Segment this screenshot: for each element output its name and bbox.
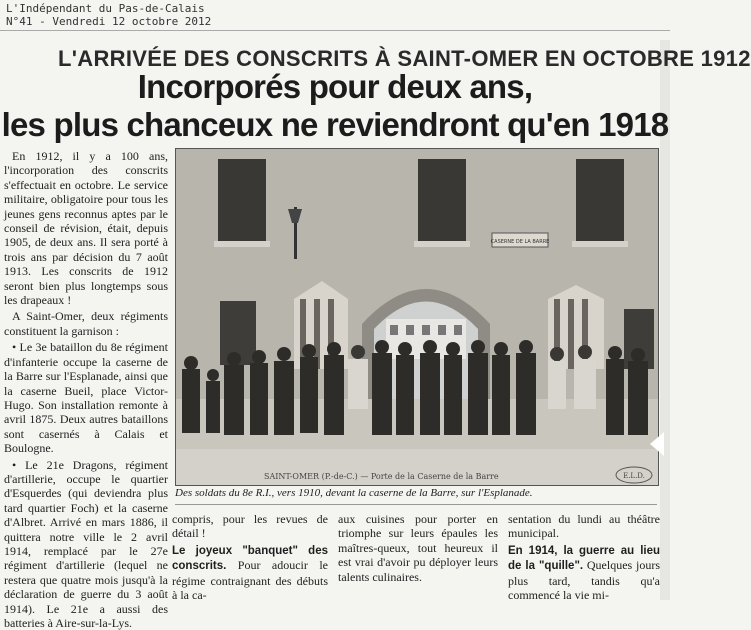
paragraph: aux cuisines pour porter en triomphe sur leurs épaules les maîtres-queux, tout heureux il est vrai d'avoir pu déployer leurs talents culinaires. [338, 512, 498, 584]
paragraph-text: Pour adoucir le régime contraignant des débuts à la ca- [172, 558, 328, 603]
paragraph: En 1912, il y a 100 ans, l'incorporation des conscrits s'effectuait en octobre. Le service militaire, obligatoire pour tous les jeunes gens reconnus aptes par le conseil de révision, était, depuis 1905, de deux ans. Il sera porté à trois ans par décision du 7 août 1913. Les conscrits de 1912 seront bien plus longtemps sous les drapeaux ! [4, 149, 168, 308]
header-divider [0, 30, 670, 31]
caption-divider [175, 504, 657, 505]
paragraph [172, 543, 328, 603]
publisher-stamp: E.L.D. [623, 472, 645, 480]
column-2 [172, 512, 328, 603]
article-kicker: L'ARRIVÉE DES CONSCRITS À SAINT-OMER EN OCTOBRE 1912 [58, 46, 751, 71]
historic-photo [175, 148, 659, 486]
newspaper-name: L'Indépendant du Pas-de-Calais [6, 2, 205, 15]
section-lead: En 1914, la guerre au lieu de la "quille". [508, 544, 660, 573]
photo-caption: Des soldats du 8e R.I., vers 1910, devant la caserne de la Barre, sur l'Esplanade. [175, 487, 533, 499]
headline-line-1: Incorporés pour deux ans, [137, 68, 533, 105]
masthead [6, 2, 211, 28]
plaque-text: CASERNE DE LA BARRE [490, 239, 550, 245]
left-column [4, 149, 168, 630]
page-turn-marker [650, 432, 664, 456]
postcard-label: SAINT-OMER (P.-de-C.) — Porte de la Caserne de la Barre [264, 472, 499, 481]
paragraph-text: Quelques jours plus tard, tandis qu'a commencé la vie mi- [508, 558, 660, 603]
paragraph: compris, pour les revues de détail ! [172, 512, 328, 541]
paragraph: A Saint-Omer, deux régiments constituent la garnison : [4, 309, 168, 338]
paragraph [508, 543, 660, 603]
paragraph: • Le 3e bataillon du 8e régiment d'infanterie occupe la caserne de la Barre sur l'Esplanade, ainsi que la caserne Bueil, place Victor-Hugo. Son installation remonte à avril 1875. Deux autres bataillons sont casernés à Calais et Boulogne. [4, 340, 168, 456]
barracks-photo-illustration [176, 149, 658, 485]
headline-line-2: les plus chanceux ne reviendront qu'en 1918 [1, 106, 669, 143]
paragraph: • Le 21e Dragons, régiment d'artillerie, occupe le quartier d'Esquerdes (qui deviendra plus tard quartier Foch) et la caserne d'Albret. Arrivé en mars 1886, il quittera notre ville le 2 avril 1914, remplacé par le 27e régiment d'artillerie (lequel ne restera que quatre mois jusqu'à la déclaration de guerre du 3 août 1914). Le 21e a aussi des batteries à Aire-sur-la-Lys. [4, 457, 168, 630]
section-lead: Le joyeux "banquet" des conscrits. [172, 544, 328, 573]
paragraph: sentation du lundi au théâtre municipal. [508, 512, 660, 541]
column-3 [338, 512, 498, 600]
column-4 [508, 512, 660, 603]
issue-date: N°41 - Vendredi 12 octobre 2012 [6, 15, 212, 28]
